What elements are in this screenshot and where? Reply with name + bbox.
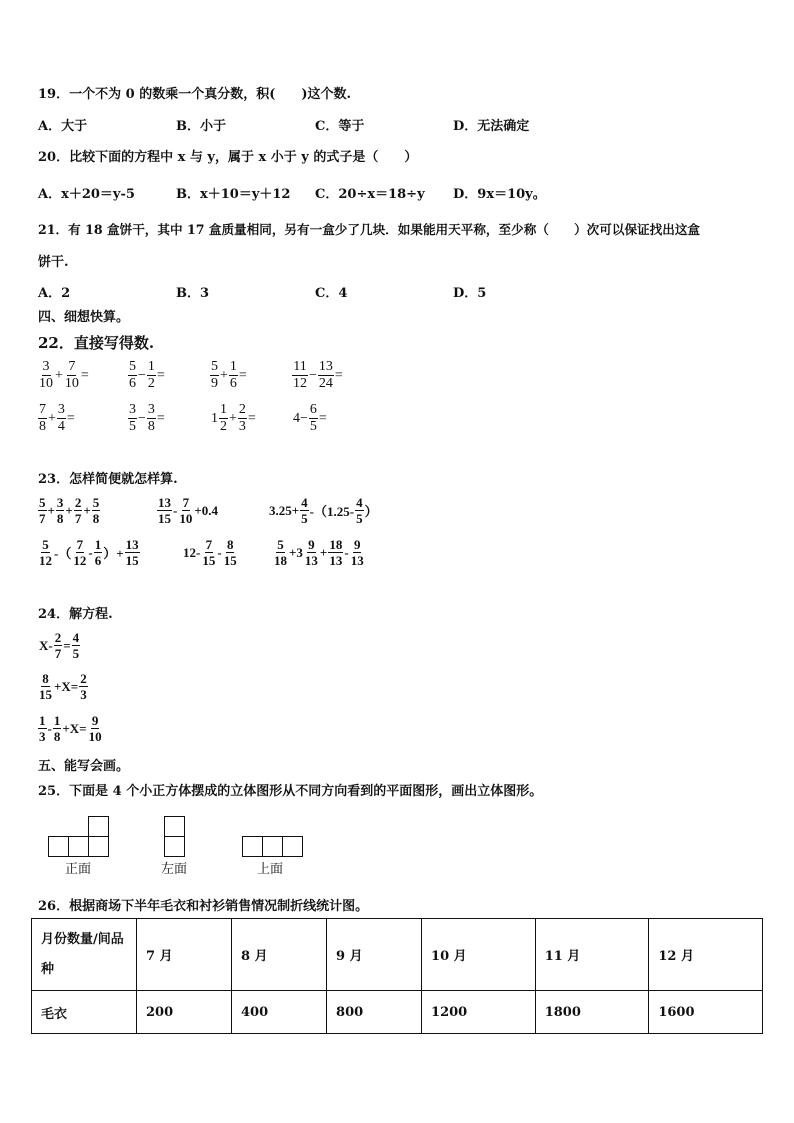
q23-expr-4: $\frac{5}{12}$ -（ $\frac{7}{12}$ - $\frac{1}{6}$ ）+ $\frac{13}{15}$ — [39, 537, 139, 568]
q23-expr-3: 3.25+ $\frac{4}{5}$ -（1.25- $\frac{4}{5}$ ） — [269, 495, 378, 526]
q22-expr-2: $\frac{5}{6}$ − $\frac{1}{2}$ = — [129, 359, 165, 391]
q22-title: 22．直接写得数. — [38, 334, 155, 352]
table-row — [32, 991, 763, 1034]
front-view-figure — [48, 816, 110, 858]
month-header: 11 月 — [535, 919, 649, 991]
q26-text: 26．根据商场下半年毛衣和衬衫销售情况制折线统计图。 — [38, 899, 369, 914]
top-view-label: 上面 — [257, 862, 284, 877]
q22-expr-4: $\frac{11}{12}$ − $\frac{13}{24}$ = — [293, 359, 343, 391]
table-header-corner: 月份数量/间品 种 — [32, 919, 137, 991]
table-header-row — [32, 919, 763, 991]
q19-text: 19．一个不为 0 的数乘一个真分数，积( )这个数. — [38, 87, 352, 102]
q23-title: 23．怎样简便就怎样算. — [38, 472, 178, 487]
month-header: 8 月 — [232, 919, 327, 991]
q21-option-d: D．5 — [453, 286, 487, 301]
left-view-label: 左面 — [161, 862, 188, 877]
q23-expr-1: $\frac{5}{7}$ + $\frac{3}{8}$ + $\frac{2}{7}$ + $\frac{5}{8}$ — [39, 495, 100, 526]
q22-expr-6: $\frac{3}{5}$ − $\frac{3}{8}$ = — [129, 402, 165, 434]
top-view-figure — [242, 836, 304, 858]
q23-expr-6: $\frac{5}{18}$ +3 $\frac{9}{13}$ + $\frac{18}{13}$ - $\frac{9}{13}$ — [274, 537, 364, 568]
q24-equation-1: X- $\frac{2}{7}$ = $\frac{4}{5}$ — [39, 630, 80, 661]
q21-option-c: C．4 — [315, 286, 348, 301]
q24-equation-2: $\frac{8}{15}$ +X= $\frac{2}{3}$ — [39, 671, 87, 702]
month-header: 10 月 — [422, 919, 536, 991]
left-view-figure — [164, 816, 186, 858]
table-cell: 1600 — [649, 991, 763, 1034]
q23-expr-2: $\frac{13}{15}$ - $\frac{7}{10}$ +0.4 — [158, 495, 219, 526]
q23-expr-5: 12- $\frac{7}{15}$ - $\frac{8}{15}$ — [183, 537, 237, 568]
q22-expr-3: $\frac{5}{9}$ + $\frac{1}{6}$ = — [211, 359, 247, 391]
table-cell: 200 — [137, 991, 232, 1034]
row-label-sweater: 毛衣 — [32, 991, 137, 1034]
q21-text-line2: 饼干. — [38, 255, 69, 270]
q19-option-a: A．大于 — [38, 119, 88, 134]
q20-option-b: B．x＋10＝y＋12 — [176, 187, 291, 202]
section-5-heading: 五、能写会画。 — [38, 759, 130, 774]
front-view-label: 正面 — [65, 862, 92, 877]
q19-option-b: B．小于 — [176, 119, 226, 134]
q25-text: 25．下面是 4 个小正方体摆成的立体图形从不同方向看到的平面图形，画出立体图形。 — [38, 784, 543, 799]
q24-title: 24．解方程. — [38, 607, 113, 622]
q22-expr-5: $\frac{7}{8}$ + $\frac{3}{4}$ = — [39, 402, 75, 434]
q20-option-c: C．20÷x＝18÷y — [315, 187, 425, 202]
q21-text-line1: 21．有 18 盒饼干，其中 17 盒质量相同，另有一盒少了几块．如果能用天平称，至少称（ ）次可以保证找出这盒 — [38, 222, 701, 237]
sales-table — [31, 918, 763, 1034]
q21-option-b: B．3 — [176, 286, 210, 301]
table-cell: 1800 — [535, 991, 649, 1034]
table-cell: 400 — [232, 991, 327, 1034]
q22-expr-7: 1 $\frac{1}{2}$ + $\frac{2}{3}$ = — [211, 402, 256, 434]
table-cell: 1200 — [422, 991, 536, 1034]
q20-text: 20．比较下面的方程中 x 与 y，属于 x 小于 y 的式子是（ ） — [38, 150, 418, 165]
q22-expr-1: $\frac{3}{10}$ + $\frac{7}{10}$ = — [39, 359, 89, 391]
month-header: 12 月 — [649, 919, 763, 991]
q19-option-d: D．无法确定 — [453, 119, 530, 134]
table-cell: 800 — [327, 991, 422, 1034]
q20-option-d: D．9x＝10y。 — [453, 187, 546, 202]
section-4-heading: 四、细想快算。 — [38, 310, 130, 325]
q22-expr-8: 4− $\frac{6}{5}$ = — [293, 402, 327, 434]
q21-option-a: A．2 — [38, 286, 71, 301]
month-header: 9 月 — [327, 919, 422, 991]
q20-option-a: A．x＋20＝y-5 — [38, 187, 135, 202]
q19-option-c: C．等于 — [315, 119, 365, 134]
month-header: 7 月 — [137, 919, 232, 991]
q24-equation-3: $\frac{1}{3}$ - $\frac{1}{8}$ +X= $\frac{9}{10}$ — [39, 713, 102, 744]
